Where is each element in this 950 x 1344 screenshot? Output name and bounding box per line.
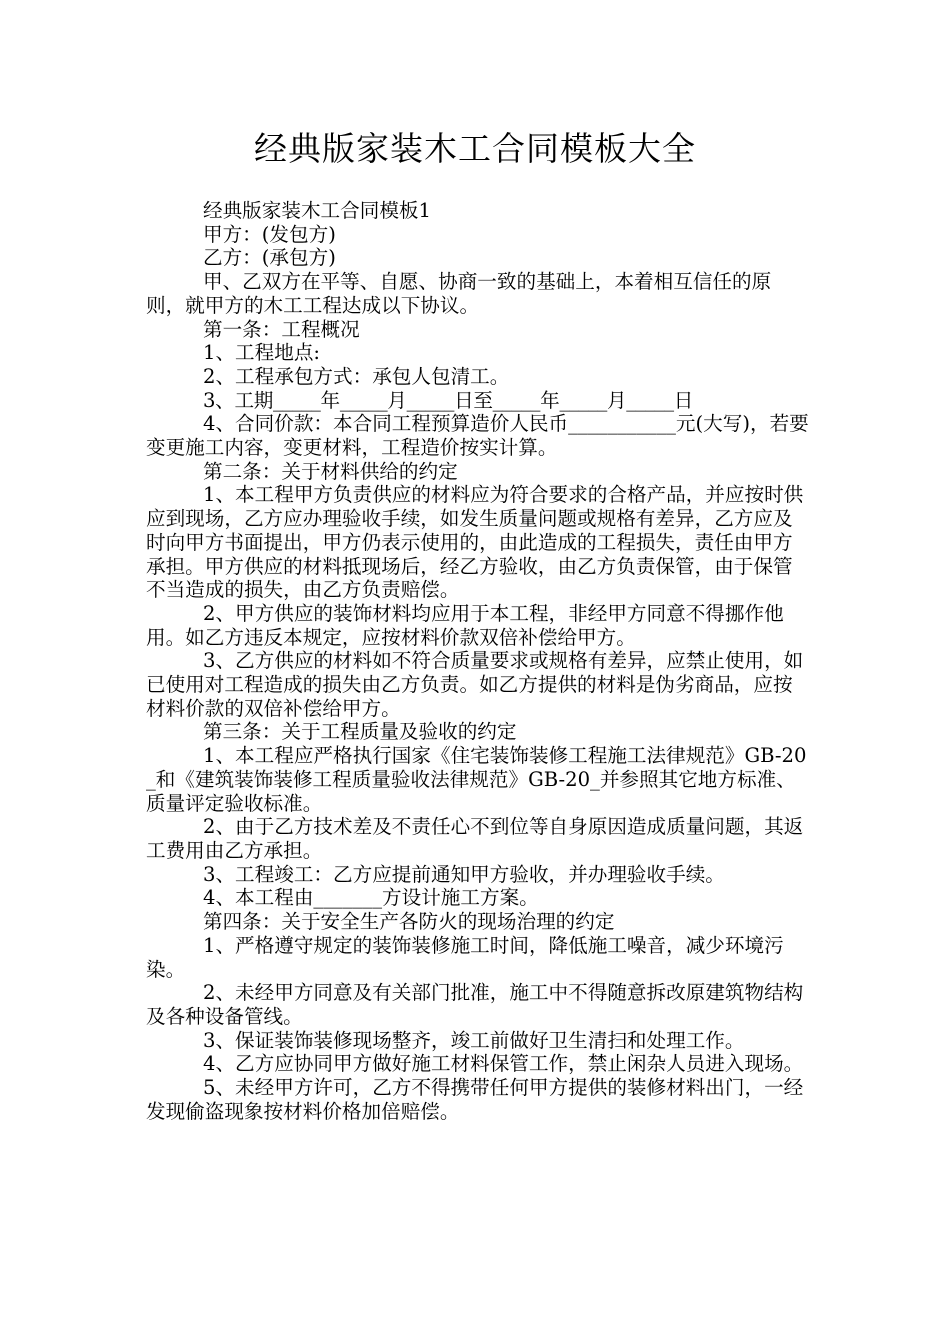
party-b-line: 乙方：(承包方) (203, 246, 336, 270)
clause-paragraph: 1、本工程应严格执行国家《住宅装饰装修工程施工法律规范》GB-20_和《建筑装饰装修工程质量验收法律规范》GB-20_并参照其它地方标准、质量评定验收标准。 (146, 744, 807, 815)
article-heading: 第三条：关于工程质量及验收的约定 (203, 720, 517, 744)
clause-paragraph: 2、工程承包方式：承包人包清工。 (203, 364, 510, 388)
clause-paragraph: 3、乙方供应的材料如不符合质量要求或规格有差异，应禁止使用，如已使用对工程造成的损失由乙方负责。如乙方提供的材料是伪劣商品，应按材料价款的双倍补偿给甲方。 (146, 649, 804, 720)
clause-paragraph: 3、工程竣工：乙方应提前通知甲方验收，并办理验收手续。 (203, 862, 725, 886)
clause-paragraph: 4、合同价款：本合同工程预算造价人民币___________元(大写)，若要变更施工内容，变更材料，工程造价按实计算。 (146, 412, 809, 460)
clause-paragraph: 4、乙方应协同甲方做好施工材料保管工作，禁止闲杂人员进入现场。 (203, 1052, 804, 1076)
clause-paragraph: 2、由于乙方技术差及不责任心不到位等自身原因造成质量问题，其返工费用由乙方承担。 (146, 815, 804, 862)
document-body (146, 199, 810, 1123)
party-a-line: 甲方：(发包方) (203, 222, 336, 246)
clause-paragraph: 2、甲方供应的装饰材料均应用于本工程，非经甲方同意不得挪作他用。如乙方违反本规定，应按材料价款双倍补偿给甲方。 (146, 601, 784, 649)
article-heading: 第二条：关于材料供给的约定 (203, 459, 458, 483)
preamble-paragraph: 甲、乙双方在平等、自愿、协商一致的基础上，本着相互信任的原则，就甲方的木工工程达成以下协议。 (146, 270, 772, 317)
clause-paragraph: 1、本工程甲方负责供应的材料应为符合要求的合格产品，并应按时供应到现场，乙方应办理验收手续，如发生质量问题或规格有差异，乙方应及时向甲方书面提出，甲方仍表示使用的，由此造成的工程损失，责任由甲方承担。甲方供应的材料抵现场后，经乙方验收，由乙方负责保管，由于保管不当造成的损失，由乙方负责赔偿。 (146, 483, 804, 602)
clause-paragraph: 1、工程地点: (203, 341, 321, 365)
document-title: 经典版家装木工合同模板大全 (254, 129, 696, 168)
article-heading: 第四条：关于安全生产各防火的现场治理的约定 (203, 910, 615, 934)
clause-paragraph: 4、本工程由_______方设计施工方案。 (203, 886, 539, 910)
clause-paragraph: 2、未经甲方同意及有关部门批准，施工中不得随意拆改原建筑物结构及各种设备管线。 (146, 981, 804, 1028)
article-heading: 第一条：工程概况 (203, 317, 360, 341)
section-heading: 经典版家装木工合同模板1 (203, 199, 431, 222)
clause-paragraph: 3、工期_____年_____月_____日至_____年_____月_____日 (203, 388, 694, 412)
clause-paragraph: 3、保证装饰装修现场整齐，竣工前做好卫生清扫和处理工作。 (203, 1028, 745, 1052)
clause-paragraph: 1、严格遵守规定的装饰装修施工时间，降低施工噪音，减少环境污染。 (146, 933, 784, 981)
clause-paragraph: 5、未经甲方许可，乙方不得携带任何甲方提供的装修材料出门，一经发现偷盗现象按材料价格加倍赔偿。 (146, 1076, 804, 1123)
